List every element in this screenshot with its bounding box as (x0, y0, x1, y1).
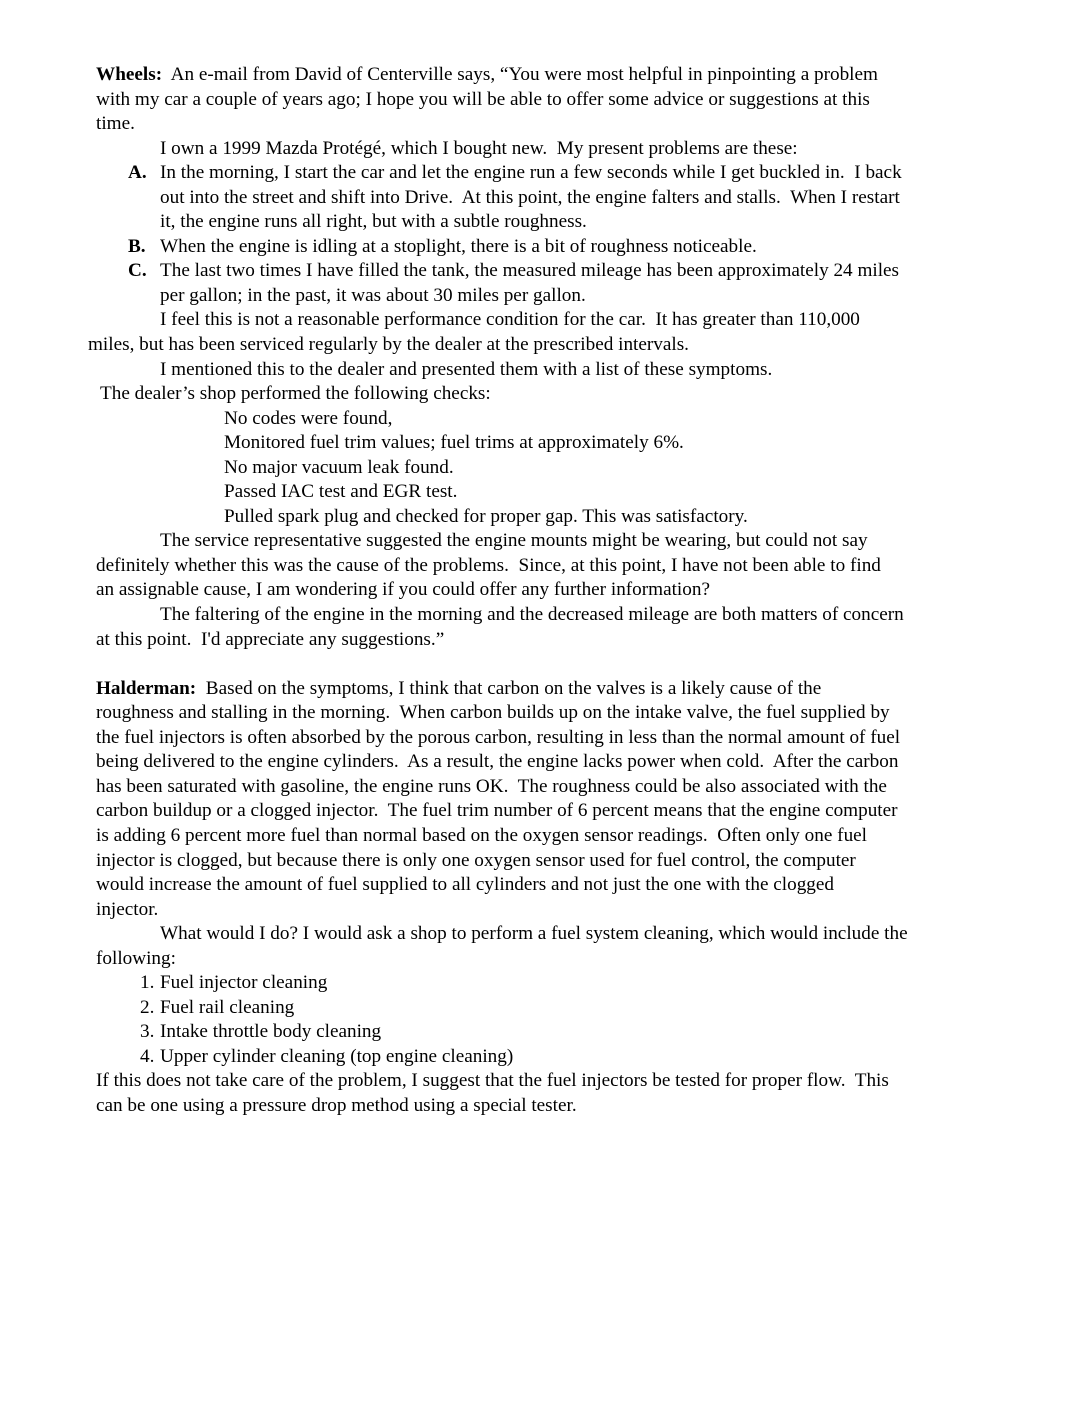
line-text: Pulled spark plug and checked for proper gap. This was satisfactory. (224, 505, 748, 527)
line-text: If this does not take care of the problem, I suggest that the fuel injectors be tested for proper flow. This (96, 1070, 889, 1092)
text-line (0, 898, 1088, 923)
text-line (0, 284, 1088, 309)
text-line (0, 112, 1088, 137)
document-page (0, 63, 1088, 1119)
line-text: would increase the amount of fuel supplied to all cylinders and not just the one with the clogged (96, 874, 835, 896)
line-text: definitely whether this was the cause of the problems. Since, at this point, I have not been able to find (96, 554, 881, 576)
section-heading: Halderman: (96, 677, 197, 699)
text-line (0, 1094, 1088, 1119)
line-text: can be one using a pressure drop method using a special tester. (96, 1094, 577, 1116)
text-line (0, 578, 1088, 603)
text-line (0, 210, 1088, 235)
line-text: is adding 6 percent more fuel than normal based on the oxygen sensor readings. Often only one fuel (96, 824, 868, 846)
text-line (0, 849, 1088, 874)
text-line (0, 333, 1088, 358)
line-text: The last two times I have filled the tank, the measured mileage has been approximately 24 miles (160, 260, 900, 282)
line-text: No major vacuum leak found. (224, 456, 454, 478)
line-text: at this point. I'd appreciate any suggestions.” (96, 628, 445, 650)
line-text: In the morning, I start the car and let the engine run a few seconds while I get buckled in. I back (160, 162, 902, 184)
list-item (0, 1020, 1088, 1045)
line-text: Fuel injector cleaning (160, 972, 328, 994)
line-text: The faltering of the engine in the morning and the decreased mileage are both matters of concern (160, 604, 904, 626)
line-text: miles, but has been serviced regularly by the dealer at the prescribed intervals. (88, 334, 689, 356)
text-line (0, 922, 1088, 947)
line-text: When the engine is idling at a stoplight, there is a bit of roughness noticeable. (160, 235, 757, 257)
line-text: injector is clogged, but because there is only one oxygen sensor used for fuel control, the computer (96, 849, 856, 871)
line-text: it, the engine runs all right, but with a subtle roughness. (160, 211, 587, 233)
line-text: the fuel injectors is often absorbed by the porous carbon, resulting in less than the normal amount of fuel (96, 726, 901, 748)
text-line (0, 824, 1088, 849)
check-item (0, 480, 1088, 505)
text-line (0, 701, 1088, 726)
text-line (0, 947, 1088, 972)
text-line (0, 137, 1088, 162)
check-item (0, 407, 1088, 432)
line-text: Intake throttle body cleaning (160, 1021, 382, 1043)
line-text: What would I do? I would ask a shop to perform a fuel system cleaning, which would include the (160, 923, 908, 945)
line-text: Based on the symptoms, I think that carbon on the valves is a likely cause of the (196, 677, 822, 699)
text-line (0, 726, 1088, 751)
list-item (0, 259, 1088, 284)
line-text: I own a 1999 Mazda Protégé, which I bought new. My present problems are these: (160, 137, 798, 159)
text-line (0, 873, 1088, 898)
check-item (0, 456, 1088, 481)
text-line (0, 382, 1088, 407)
text-line (0, 186, 1088, 211)
text-line (0, 775, 1088, 800)
text-line (0, 750, 1088, 775)
line-text: I feel this is not a reasonable performance condition for the car. It has greater than 110,000 (160, 309, 860, 331)
line-text: No codes were found, (224, 407, 393, 429)
list-marker: 2. (140, 996, 155, 1018)
line-text: per gallon; in the past, it was about 30 miles per gallon. (160, 284, 586, 306)
text-line (0, 358, 1088, 383)
line-text: An e-mail from David of Centerville says, “You were most helpful in pinpointing a problem (162, 64, 878, 85)
line-text: The dealer’s shop performed the following checks: (100, 383, 491, 405)
list-marker: 3. (140, 1021, 155, 1043)
check-item (0, 505, 1088, 530)
list-marker: C. (128, 260, 147, 282)
line-text: time. (96, 113, 135, 135)
line-text: an assignable cause, I am wondering if you could offer any further information? (96, 579, 710, 601)
check-item (0, 431, 1088, 456)
list-marker: A. (128, 162, 147, 184)
list-marker: B. (128, 235, 146, 257)
text-line (0, 652, 1088, 677)
line-text: with my car a couple of years ago; I hope you will be able to offer some advice or suggestions at this (96, 88, 870, 110)
line-text: Monitored fuel trim values; fuel trims at approximately 6%. (224, 432, 684, 454)
text-line (0, 628, 1088, 653)
list-item (0, 996, 1088, 1021)
text-line (0, 308, 1088, 333)
text-line (0, 63, 1088, 88)
list-marker: 4. (140, 1045, 155, 1067)
text-line (0, 603, 1088, 628)
list-item (0, 1045, 1088, 1070)
line-text: Passed IAC test and EGR test. (224, 481, 458, 503)
list-item (0, 971, 1088, 996)
text-line (0, 1069, 1088, 1094)
list-marker: 1. (140, 972, 155, 994)
line-text: I mentioned this to the dealer and presented them with a list of these symptoms. (160, 358, 773, 380)
line-text: The service representative suggested the engine mounts might be wearing, but could not say (160, 530, 868, 552)
list-item (0, 235, 1088, 260)
line-text: Fuel rail cleaning (160, 996, 295, 1018)
text-line (0, 799, 1088, 824)
text-line (0, 554, 1088, 579)
text-line (0, 88, 1088, 113)
line-text: being delivered to the engine cylinders. As a result, the engine lacks power when cold. After the carbon (96, 751, 899, 773)
list-item (0, 161, 1088, 186)
line-text: out into the street and shift into Drive. At this point, the engine falters and stalls. When I restart (160, 186, 900, 208)
line-text: injector. (96, 898, 159, 920)
text-line (0, 529, 1088, 554)
line-text: carbon buildup or a clogged injector. The fuel trim number of 6 percent means that the engine computer (96, 800, 898, 822)
line-text: following: (96, 947, 176, 969)
line-text: roughness and stalling in the morning. When carbon builds up on the intake valve, the fuel supplied by (96, 702, 890, 724)
text-line (0, 677, 1088, 702)
line-text: has been saturated with gasoline, the engine runs OK. The roughness could be also associated with the (96, 775, 887, 797)
line-text: Upper cylinder cleaning (top engine cleaning) (160, 1045, 514, 1067)
section-heading: Wheels: (96, 64, 163, 85)
